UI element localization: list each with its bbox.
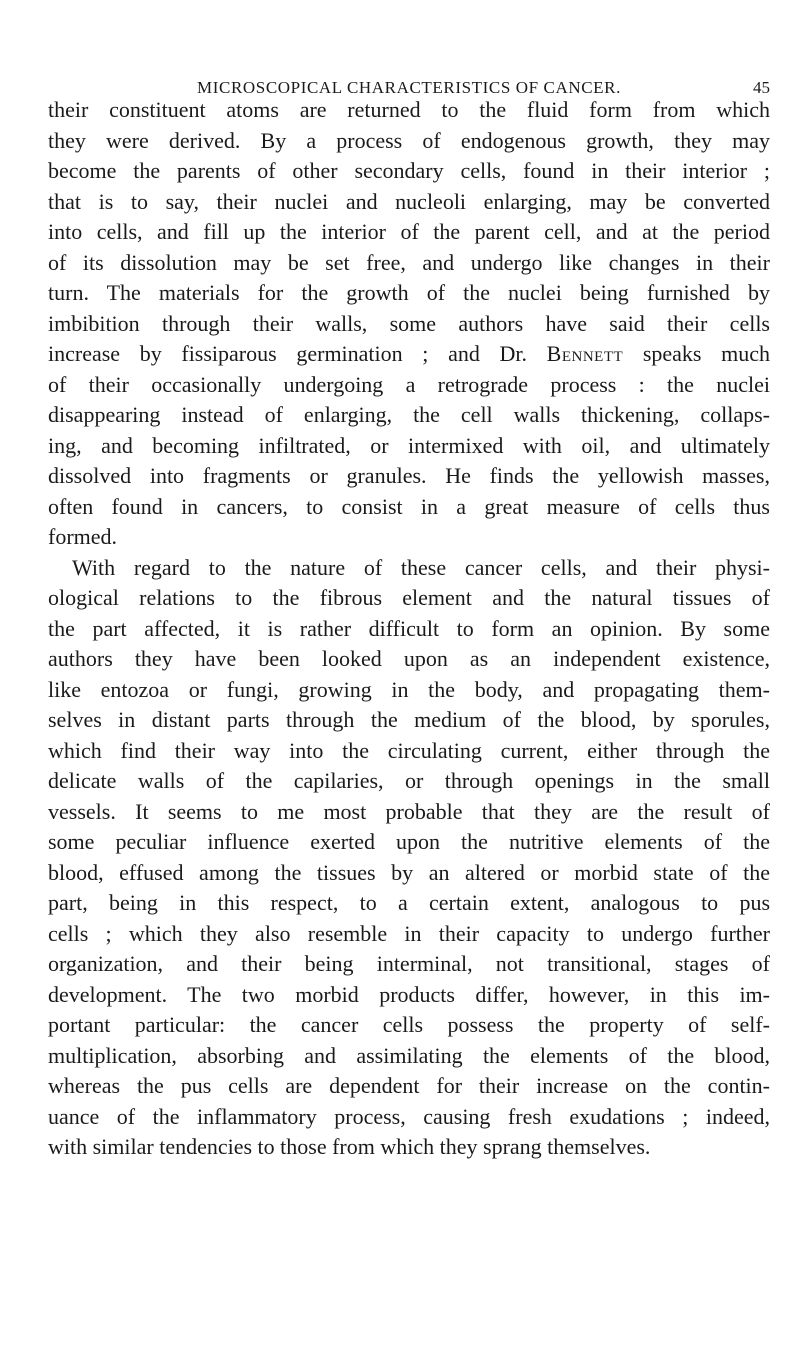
text-line: imbibition through their walls, some authors have said their cells [48, 310, 770, 336]
text-line: of their occasionally undergoing a retrograde process : the nuclei [48, 371, 770, 397]
running-title: MICROSCOPICAL CHARACTERISTICS OF CANCER. [197, 78, 621, 97]
text-line: of its dissolution may be set free, and undergo like changes in their [48, 249, 770, 275]
text-line: cells ; which they also resemble in their capacity to undergo further [48, 920, 770, 946]
text-line: into cells, and fill up the interior of the parent cell, and at the period [48, 219, 770, 244]
text-line: like entozoa or fungi, growing in the body, and propagating them- [48, 676, 770, 702]
text-line: portant particular: the cancer cells possess the property of self- [48, 1012, 770, 1037]
book-page [48, 0, 770, 1362]
text-line: formed. [48, 524, 118, 549]
text-line: that is to say, their nuclei and nucleoli enlarging, may be converted [48, 188, 770, 214]
text-line: authors they have been looked upon as an independent existence, [48, 646, 770, 671]
text-line: often found in cancers, to consist in a great measure of cells thus [48, 493, 770, 519]
text-line: organization, and their being interminal, not transitional, stages of [48, 951, 770, 976]
text-line: become the parents of other secondary cells, found in their interior ; [48, 158, 770, 183]
text-line-with-name [48, 339, 770, 370]
text-line: whereas the pus cells are dependent for their increase on the contin- [48, 1073, 770, 1098]
text-line: part, being in this respect, to a certain extent, analogous to pus [48, 890, 770, 915]
text-line: turn. The materials for the growth of the nuclei being furnished by [48, 280, 770, 305]
text-line: the part affected, it is rather difficult to form an opinion. By some [48, 615, 770, 641]
text-line: ological relations to the fibrous element and the natural tissues of [48, 585, 770, 610]
body-text [48, 95, 770, 1163]
paragraph-2 [48, 553, 770, 1163]
text-line: vessels. It seems to me most probable that they are the result of [48, 798, 770, 824]
text-line: blood, effused among the tissues by an altered or morbid state of the [48, 859, 770, 885]
page-number: 45 [753, 78, 770, 97]
paragraph-1 [48, 95, 770, 553]
text-line: development. The two morbid products differ, however, in this im- [48, 981, 770, 1007]
text-line: ing, and becoming infiltrated, or intermixed with oil, and ultimately [48, 432, 770, 458]
text-line: some peculiar influence exerted upon the nutritive elements of the [48, 829, 770, 854]
text-line: they were derived. By a process of endogenous growth, they may [48, 127, 770, 153]
text-line: delicate walls of the capilaries, or through openings in the small [48, 768, 770, 793]
text-line: selves in distant parts through the medium of the blood, by sporules, [48, 707, 770, 732]
text-line: dissolved into fragments or granules. He finds the yellowish masses, [48, 463, 770, 488]
text-line: which find their way into the circulating current, either through the [48, 737, 770, 763]
text-fragment: increase by fissiparous germination ; and Dr. [48, 341, 527, 366]
text-line: multiplication, absorbing and assimilating the elements of the blood, [48, 1042, 770, 1068]
text-line: With regard to the nature of these cancer cells, and their physi- [72, 554, 770, 580]
text-line: uance of the inflammatory process, causing fresh exudations ; indeed, [48, 1103, 770, 1129]
text-fragment: speaks much [642, 341, 770, 366]
author-name: Bennett [546, 341, 624, 366]
text-line: with similar tendencies to those from which they sprang themselves. [48, 1134, 651, 1159]
text-line: disappearing instead of enlarging, the cell walls thickening, collaps- [48, 402, 770, 427]
text-line: their constituent atoms are returned to the fluid form from which [48, 97, 770, 122]
